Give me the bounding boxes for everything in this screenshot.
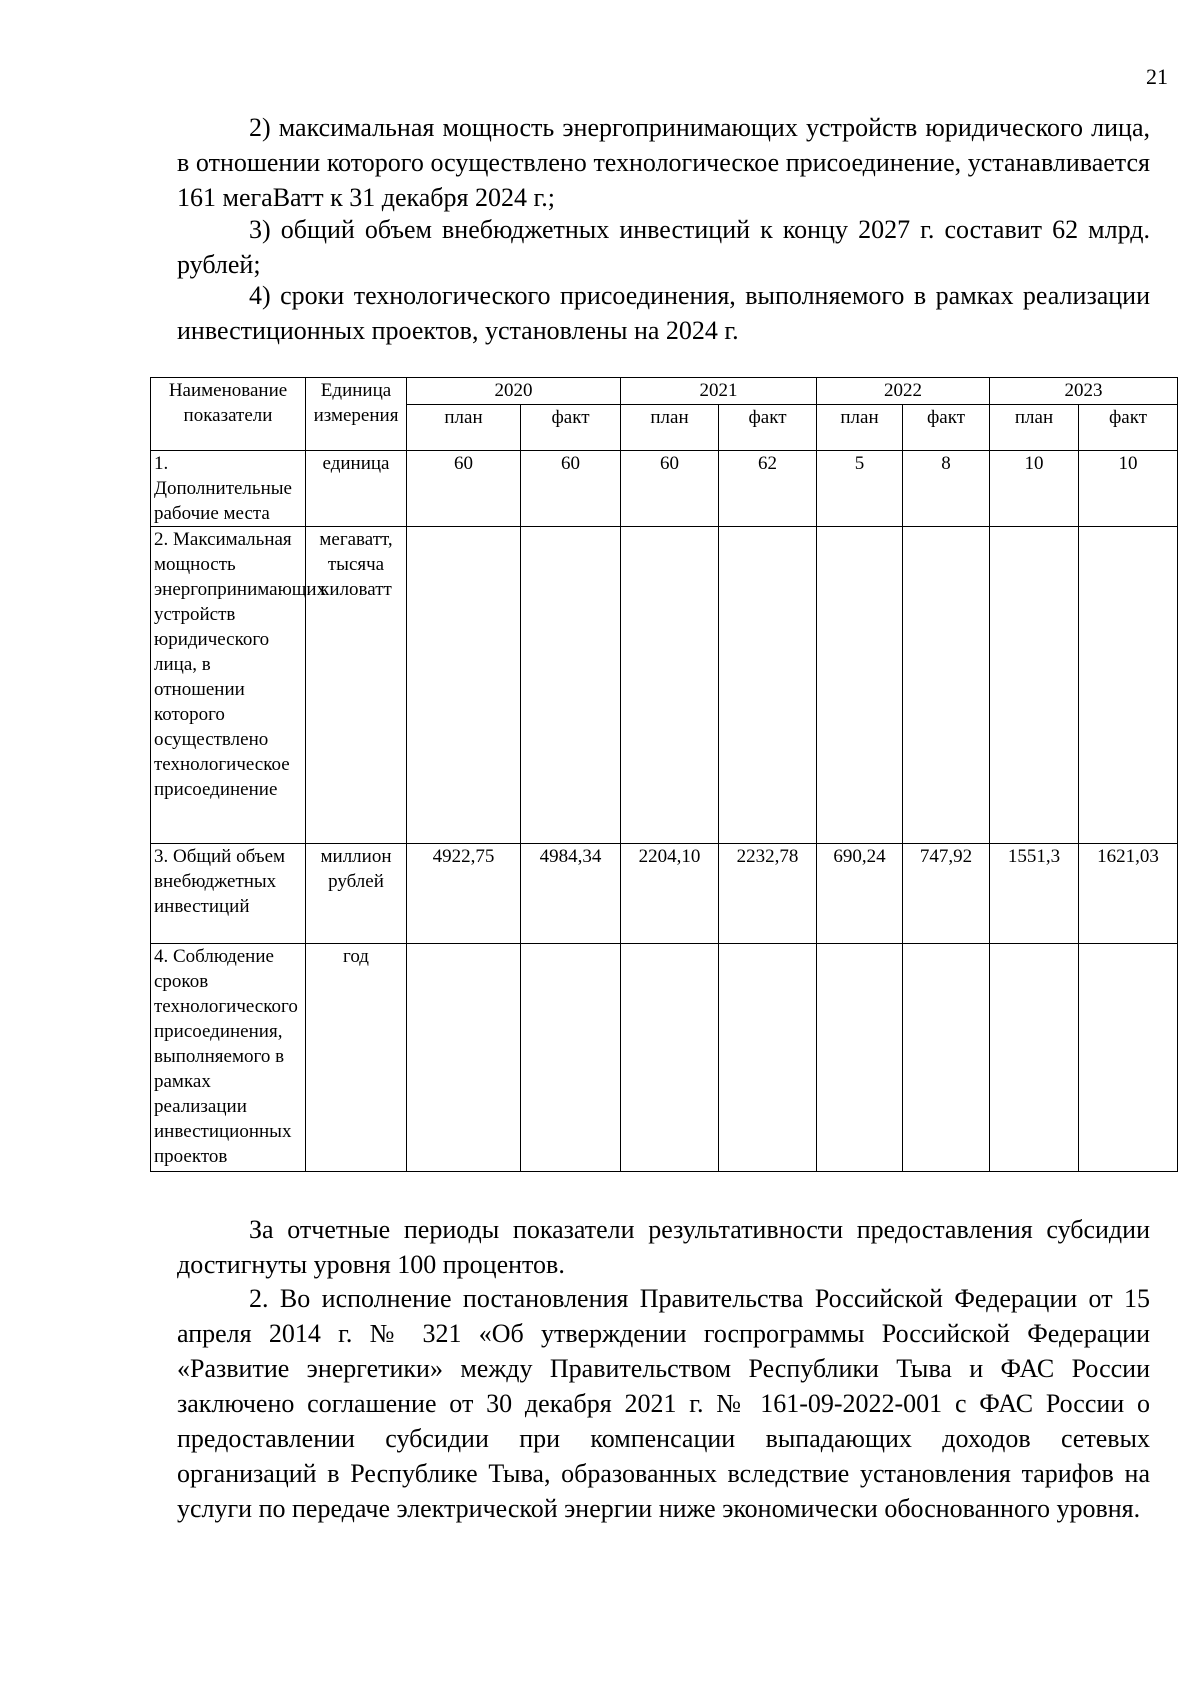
cell-value: 5 xyxy=(817,451,903,527)
header-year-2023: 2023 xyxy=(990,378,1178,405)
paragraph-max-power xyxy=(177,110,1150,215)
cell-value xyxy=(621,527,719,844)
cell-value xyxy=(903,944,990,1172)
paragraph-agreement-text: 2. Во исполнение постановления Правительства Российской Федерации от 15 апреля 2014 г. № 321 «Об утверждении госпрограммы Российской Федерации «Развитие энергетики» между Правительством Республики Тыва и ФАС России заключено соглашение от 30 декабря 2021 г. № 161-09-2022-001 с ФАС России о предоставлении субсидии при компенсации выпадающих доходов сетевых организаций в Республике Тыва, образованных вследствие установления тарифов на услуги по передаче электрической энергии ниже экономически обоснованного уровня. xyxy=(177,1284,1150,1523)
header-fact: факт xyxy=(719,405,817,451)
cell-value xyxy=(990,944,1079,1172)
row-unit: год xyxy=(306,944,407,1172)
page-number: 21 xyxy=(1146,64,1168,89)
cell-value xyxy=(903,527,990,844)
cell-value xyxy=(719,944,817,1172)
table-row xyxy=(151,944,1178,1172)
header-fact: факт xyxy=(521,405,621,451)
cell-value xyxy=(817,944,903,1172)
cell-value: 747,92 xyxy=(903,844,990,944)
cell-value xyxy=(407,944,521,1172)
cell-value: 4922,75 xyxy=(407,844,521,944)
cell-value: 1551,3 xyxy=(990,844,1079,944)
cell-value: 60 xyxy=(621,451,719,527)
header-year-2020: 2020 xyxy=(407,378,621,405)
indicators-table xyxy=(150,377,1178,1172)
paragraph-connection-terms-text: 4) сроки технологического присоединения, выполняемого в рамках реализации инвестиционных проектов, установлены на 2024 г. xyxy=(177,281,1150,345)
paragraph-investments xyxy=(177,212,1150,282)
paragraph-agreement xyxy=(177,1281,1150,1526)
table-row xyxy=(151,451,1178,527)
table-row xyxy=(151,527,1178,844)
cell-value: 10 xyxy=(1079,451,1178,527)
paragraph-results xyxy=(177,1212,1150,1282)
row-name: 4. Соблюдение сроков технологического присоединения, выполняемого в рамках реализации инвестиционных проектов xyxy=(151,944,306,1172)
header-plan: план xyxy=(407,405,521,451)
paragraph-max-power-text: 2) максимальная мощность энергопринимающих устройств юридического лица, в отношении которого осуществлено технологическое присоединение, устанавливается 161 мегаВатт к 31 декабря 2024 г.; xyxy=(177,113,1150,212)
cell-value xyxy=(521,944,621,1172)
header-plan: план xyxy=(990,405,1079,451)
header-fact: факт xyxy=(903,405,990,451)
header-unit: Единица измерения xyxy=(306,378,407,451)
cell-value: 690,24 xyxy=(817,844,903,944)
cell-value: 2204,10 xyxy=(621,844,719,944)
row-unit: миллион рублей xyxy=(306,844,407,944)
cell-value: 4984,34 xyxy=(521,844,621,944)
header-fact: факт xyxy=(1079,405,1178,451)
table-row xyxy=(151,844,1178,944)
header-name: Наименование показатели xyxy=(151,378,306,451)
row-name: 2. Максимальная мощность энергопринимающих устройств юридического лица, в отношении которого осуществлено технологическое присоединение xyxy=(151,527,306,844)
cell-value xyxy=(719,527,817,844)
paragraph-results-text: За отчетные периоды показатели результативности предоставления субсидии достигнуты уровня 100 процентов. xyxy=(177,1215,1150,1279)
row-name: 3. Общий объем внебюджетных инвестиций xyxy=(151,844,306,944)
row-unit: мегаватт, тысяча киловатт xyxy=(306,527,407,844)
paragraph-connection-terms xyxy=(177,278,1150,348)
cell-value: 60 xyxy=(521,451,621,527)
cell-value xyxy=(521,527,621,844)
cell-value xyxy=(990,527,1079,844)
cell-value xyxy=(407,527,521,844)
row-name: 1. Дополнительные рабочие места xyxy=(151,451,306,527)
header-year-2022: 2022 xyxy=(817,378,990,405)
row-unit: единица xyxy=(306,451,407,527)
cell-value: 60 xyxy=(407,451,521,527)
header-plan: план xyxy=(817,405,903,451)
cell-value xyxy=(621,944,719,1172)
cell-value xyxy=(1079,944,1178,1172)
cell-value xyxy=(817,527,903,844)
cell-value xyxy=(1079,527,1178,844)
header-year-2021: 2021 xyxy=(621,378,817,405)
header-plan: план xyxy=(621,405,719,451)
cell-value: 8 xyxy=(903,451,990,527)
cell-value: 2232,78 xyxy=(719,844,817,944)
cell-value: 62 xyxy=(719,451,817,527)
paragraph-investments-text: 3) общий объем внебюджетных инвестиций к концу 2027 г. составит 62 млрд. рублей; xyxy=(177,215,1150,279)
cell-value: 1621,03 xyxy=(1079,844,1178,944)
table-header-row-years xyxy=(151,378,1178,405)
cell-value: 10 xyxy=(990,451,1079,527)
